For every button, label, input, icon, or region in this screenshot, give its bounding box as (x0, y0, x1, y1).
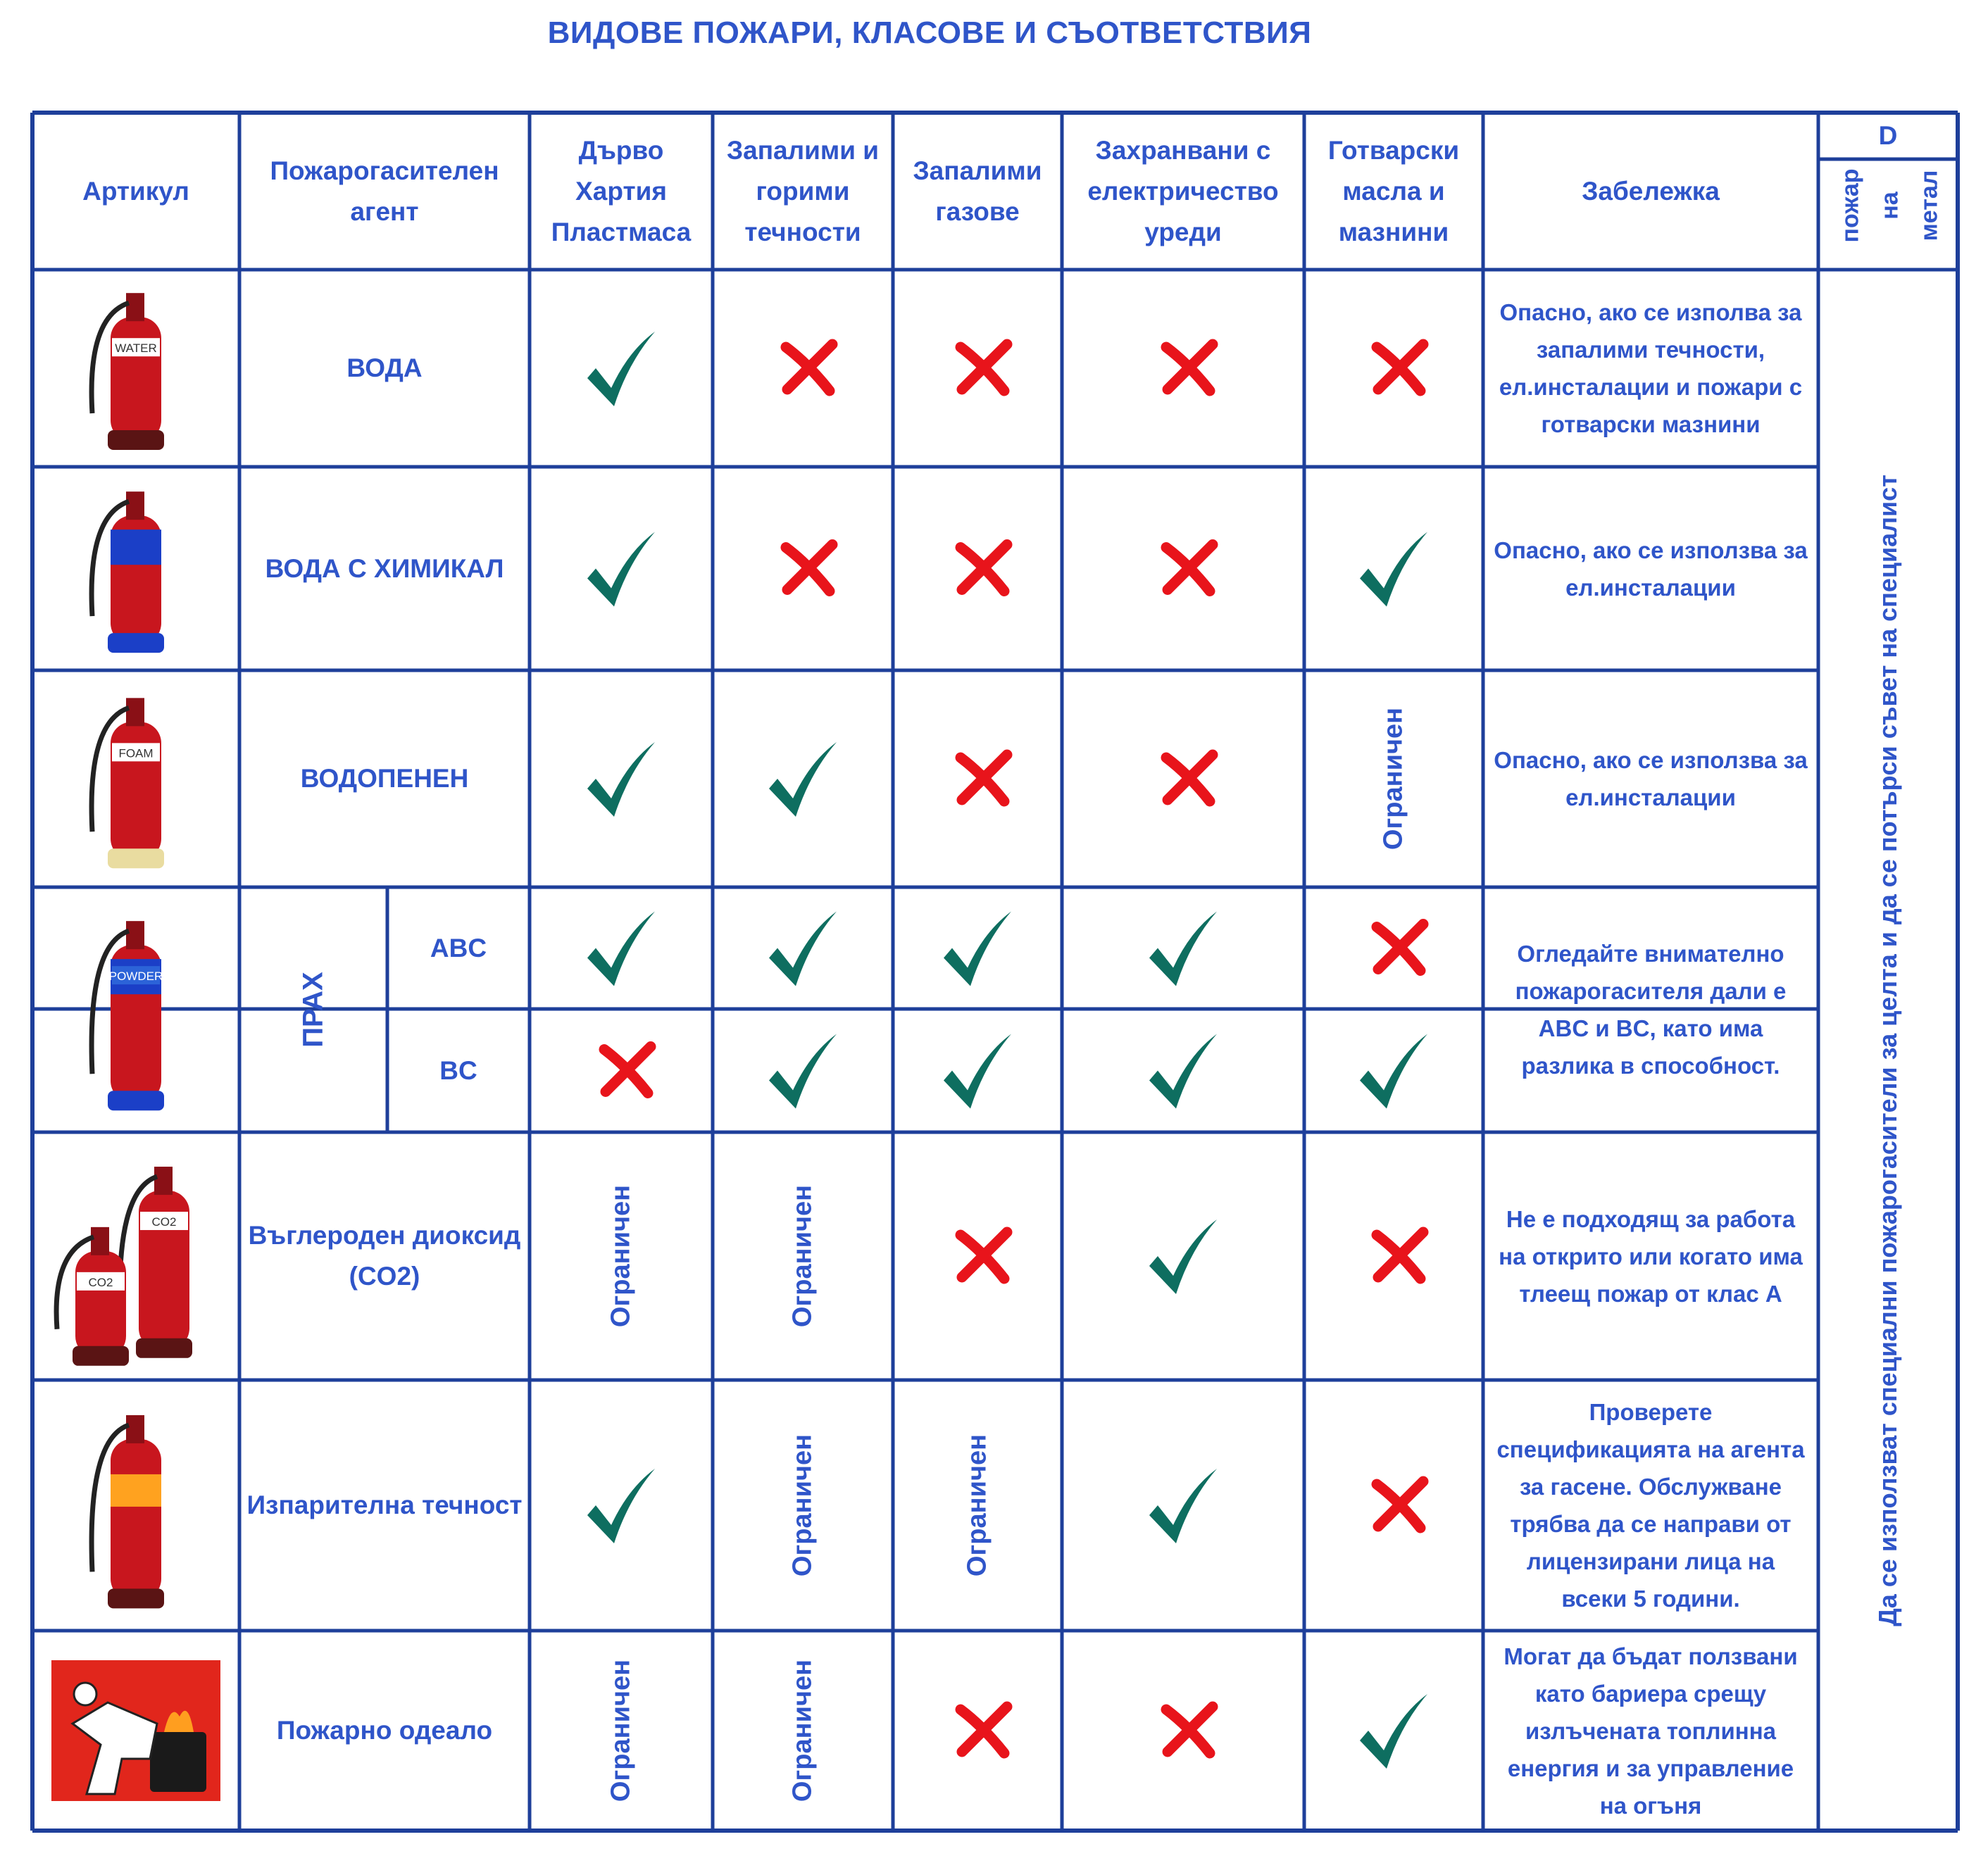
mark-r0-c1-cross (786, 344, 832, 391)
mark-r4-c0-limited: Ограничен (606, 1184, 636, 1328)
mark-r1-c2-cross (961, 545, 1007, 591)
mark-r0-c2-cross (961, 344, 1007, 391)
header-electric-text: Захранвани с електричество уреди (1087, 135, 1279, 246)
mark-r6-c1-limited: Ограничен (787, 1659, 818, 1802)
header-note-text: Забележка (1582, 176, 1720, 206)
row-agent-text: Изпарителна течност (246, 1491, 523, 1519)
header-gases-text: Запалими газове (913, 156, 1042, 226)
header-oils (1308, 113, 1479, 270)
row-agent (246, 1132, 523, 1380)
mark-r0-c4-cross (1377, 344, 1423, 391)
mark-r6-c3-cross (1166, 1707, 1213, 1753)
mark-r2-c3-cross (1166, 755, 1213, 801)
mark-r4-c1-limited: Ограничен (787, 1184, 818, 1328)
header-metal-word: пожар (1837, 168, 1864, 243)
row-agent (246, 467, 523, 670)
row-agent-text: ВОДА С ХИМИКАЛ (265, 553, 504, 583)
header-electric (1066, 113, 1300, 270)
extinguisher-icon (92, 1415, 164, 1608)
mark-r3-0-c2-check (944, 912, 1011, 986)
powder-subtype-label (387, 1009, 530, 1132)
mark-r1-c4-check (1360, 532, 1427, 607)
page-title: ВИДОВЕ ПОЖАРИ, КЛАСОВЕ И СЪОТВЕТСТВИЯ (547, 15, 1312, 50)
extinguisher-label: CO2 (151, 1215, 177, 1229)
row-note (1487, 887, 1814, 1132)
header-agent-text: Пожарогасителен агент (270, 156, 499, 226)
extinguisher-label: WATER (115, 341, 157, 356)
powder-subtype-label (387, 887, 530, 1009)
mark-r2-c2-cross (961, 755, 1007, 801)
fire-blanket-icon (51, 1660, 220, 1801)
header-agent (244, 113, 525, 270)
row-note (1487, 1631, 1814, 1831)
row-agent (246, 670, 523, 887)
mark-r6-c4-check (1360, 1694, 1427, 1769)
mark-r5-c4-cross (1377, 1481, 1423, 1528)
header-note (1487, 113, 1814, 270)
row-note (1487, 670, 1814, 887)
row-note-text: Опасно, ако се изполва за запалими течности, ел.инсталации и пожари с готварски мазнини (1499, 299, 1803, 437)
powder-subtype-label-text: ABC (430, 933, 487, 962)
mark-r2-c1-check (769, 742, 837, 817)
extinguisher-label: FOAM (118, 746, 154, 760)
header-article (37, 113, 235, 270)
extinguisher-label: POWDER (108, 970, 163, 984)
mark-r0-c3-cross (1166, 344, 1213, 391)
row-note-text: Не е подходящ за работа на открито или когато има тлеещ пожар от клас А (1499, 1205, 1803, 1307)
co2-extinguisher-small-icon (56, 1227, 129, 1366)
mark-r6-c2-cross (961, 1707, 1007, 1753)
row-note (1487, 1380, 1814, 1631)
metal-note: Да се използват специални пожарогасители за целта и да се потърси съвет на специалист (1873, 474, 1902, 1626)
row-agent (246, 270, 523, 467)
row-note-text: Опасно, ако се използва за ел.инсталации (1494, 747, 1808, 810)
row-note-text: Опасно, ако се използва за ел.инсталации (1494, 537, 1808, 601)
extinguisher-label: CO2 (88, 1275, 113, 1289)
row-agent-text: Пожарно одеало (276, 1716, 493, 1745)
header-wood-text: Дърво Хартия Пластмаса (551, 135, 692, 246)
header-article-text: Артикул (82, 176, 189, 206)
mark-r1-c0-check (587, 532, 655, 607)
header-gases (897, 113, 1058, 270)
mark-r3-0-c1-check (769, 912, 837, 986)
row-agent-text: ВОДОПЕНЕН (300, 764, 469, 793)
header-metal-word: метал (1915, 170, 1943, 242)
mark-r3-1-c2-check (944, 1034, 1011, 1109)
mark-r3-0-c4-cross (1377, 924, 1423, 971)
row-note (1487, 467, 1814, 670)
extinguisher-icon (92, 698, 164, 868)
mark-r1-c3-cross (1166, 545, 1213, 591)
mark-r4-c2-cross (961, 1232, 1007, 1279)
header-liquids-text: Запалими и горими течности (726, 135, 880, 246)
row-agent-text: Въглероден диоксид (CO2) (248, 1221, 521, 1291)
mark-r2-c4-limited: Ограничен (1378, 707, 1408, 851)
co2-extinguisher-large-icon (120, 1167, 192, 1358)
row-agent-powder: ПРАХ (297, 972, 329, 1048)
row-note-text: Проверете спецификацията на агента за гасене. Обслужване трябва да се направи от лицензирани лица на всеки 5 години. (1496, 1399, 1805, 1612)
powder-subtype-label-text: BC (439, 1055, 477, 1085)
mark-r5-c1-limited: Ограничен (787, 1434, 818, 1577)
mark-r6-c0-limited: Ограничен (606, 1659, 636, 1802)
mark-r3-0-c0-check (587, 912, 655, 986)
header-wood (534, 113, 708, 270)
extinguisher-icon (92, 293, 164, 450)
mark-r3-1-c3-check (1149, 1034, 1217, 1109)
header-metal-word: на (1876, 192, 1903, 220)
row-note-text: Огледайте внимателно пожарогасителя дали е ABC и BC, като има разлика в способност. (1515, 941, 1787, 1079)
mark-r5-c2-limited: Ограничен (962, 1434, 992, 1577)
extinguisher-icon (92, 921, 164, 1110)
row-agent-text: ВОДА (346, 353, 423, 382)
row-agent (246, 1380, 523, 1631)
mark-r3-1-c0-cross (604, 1047, 651, 1093)
header-metal-class-text: D (1878, 121, 1898, 150)
header-metal-class (1818, 113, 1958, 159)
header-liquids (717, 113, 889, 270)
row-note-text: Могат да бъдат ползвани като бариера срещу излъчената топлинна енергия и за управление на огъня (1503, 1643, 1798, 1819)
extinguisher-icon (92, 491, 164, 653)
mark-r3-1-c1-check (769, 1034, 837, 1109)
mark-r1-c1-cross (786, 545, 832, 591)
mark-r3-1-c4-check (1360, 1034, 1427, 1109)
row-note (1487, 270, 1814, 467)
mark-r4-c3-check (1149, 1219, 1217, 1294)
mark-r5-c3-check (1149, 1469, 1217, 1543)
mark-r2-c0-check (587, 742, 655, 817)
mark-r4-c4-cross (1377, 1232, 1423, 1279)
row-agent (246, 1631, 523, 1831)
mark-r5-c0-check (587, 1469, 655, 1543)
mark-r3-0-c3-check (1149, 912, 1217, 986)
mark-r0-c0-check (587, 332, 655, 406)
row-note (1487, 1132, 1814, 1380)
header-oils-text: Готварски масла и мазнини (1327, 135, 1460, 246)
